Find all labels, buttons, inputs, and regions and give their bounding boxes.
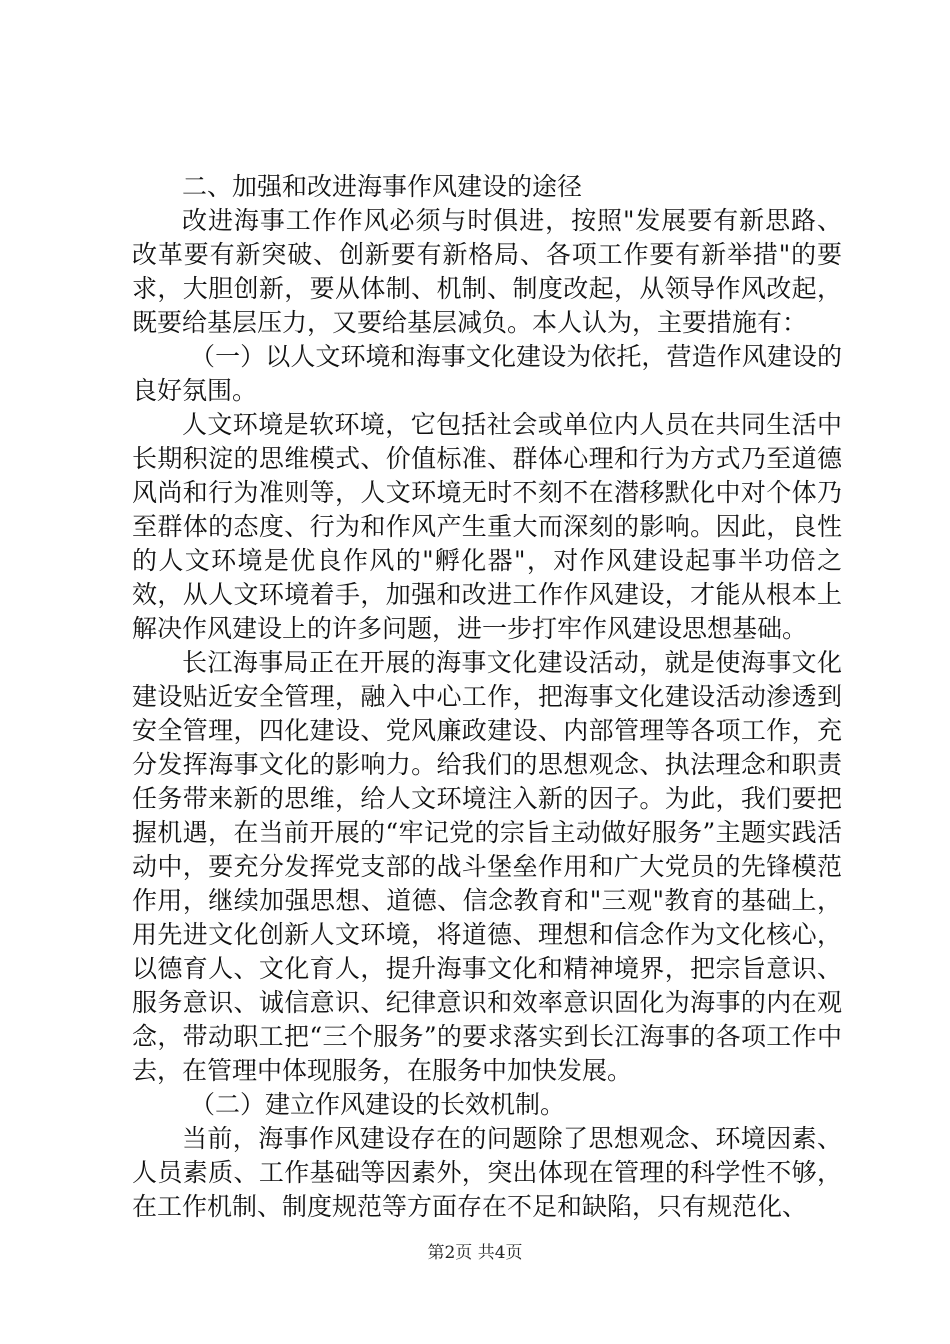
- page-footer: [0, 1242, 950, 1264]
- paragraph-mechanism: 当前，海事作风建设存在的问题除了思想观念、环境因素、人员素质、工作基础等因素外，突出体现在管理的科学性不够，在工作机制、制度规范等方面存在不足和缺陷，只有规范化、: [132, 1124, 842, 1221]
- section-heading: 二、加强和改进海事作风建设的途径: [182, 172, 583, 201]
- document-body: [132, 170, 842, 1224]
- paragraph-humanistic-environment: 人文环境是软环境，它包括社会或单位内人员在共同生活中长期积淀的思维模式、价值标准、群体心理和行为方式乃至道德风尚和行为准则等，人文环境无时不刻不在潜移默化中对个体乃至群体的态度、行为和作风产生重大而深刻的影响。因此，良性的人文环境是优良作风的"孵化器"，对作风建设起事半功倍之效，从人文环境着手，加强和改进工作作风建设，才能从根本上解决作风建设上的许多问题，进一步打牢作风建设思想基础。: [132, 410, 842, 643]
- subsection-heading-2: （二）建立作风建设的长效机制。: [190, 1090, 566, 1119]
- page-number-label: 第2页 共4页: [427, 1243, 523, 1263]
- subsection-heading-1: （一）以人文环境和海事文化建设为依托，营造作风建设的良好氛围。: [132, 342, 842, 405]
- paragraph-intro: 改进海事工作作风必须与时俱进，按照"发展要有新思路、改革要有新突破、创新要有新格局、各项工作要有新举措"的要求，大胆创新，要从体制、机制、制度改起，从领导作风改起，既要给基层压力，又要给基层减负。本人认为，主要措施有：: [132, 206, 842, 337]
- paragraph-maritime-culture: 长江海事局正在开展的海事文化建设活动，就是使海事文化建设贴近安全管理，融入中心工作，把海事文化建设活动渗透到安全管理，四化建设、党风廉政建设、内部管理等各项工作，充分发挥海事文化的影响力。给我们的思想观念、执法理念和职责任务带来新的思维，给人文环境注入新的因子。为此，我们要把握机遇，在当前开展的“牢记党的宗旨主动做好服务”主题实践活动中，要充分发挥党支部的战斗堡垒作用和广大党员的先锋模范作用，继续加强思想、道德、信念教育和"三观"教育的基础上，用先进文化创新人文环境，将道德、理想和信念作为文化核心，以德育人、文化育人，提升海事文化和精神境界，把宗旨意识、服务意识、诚信意识、纪律意识和效率意识固化为海事的内在观念，带动职工把“三个服务”的要求落实到长江海事的各项工作中去，在管理中体现服务，在服务中加快发展。: [132, 648, 842, 1085]
